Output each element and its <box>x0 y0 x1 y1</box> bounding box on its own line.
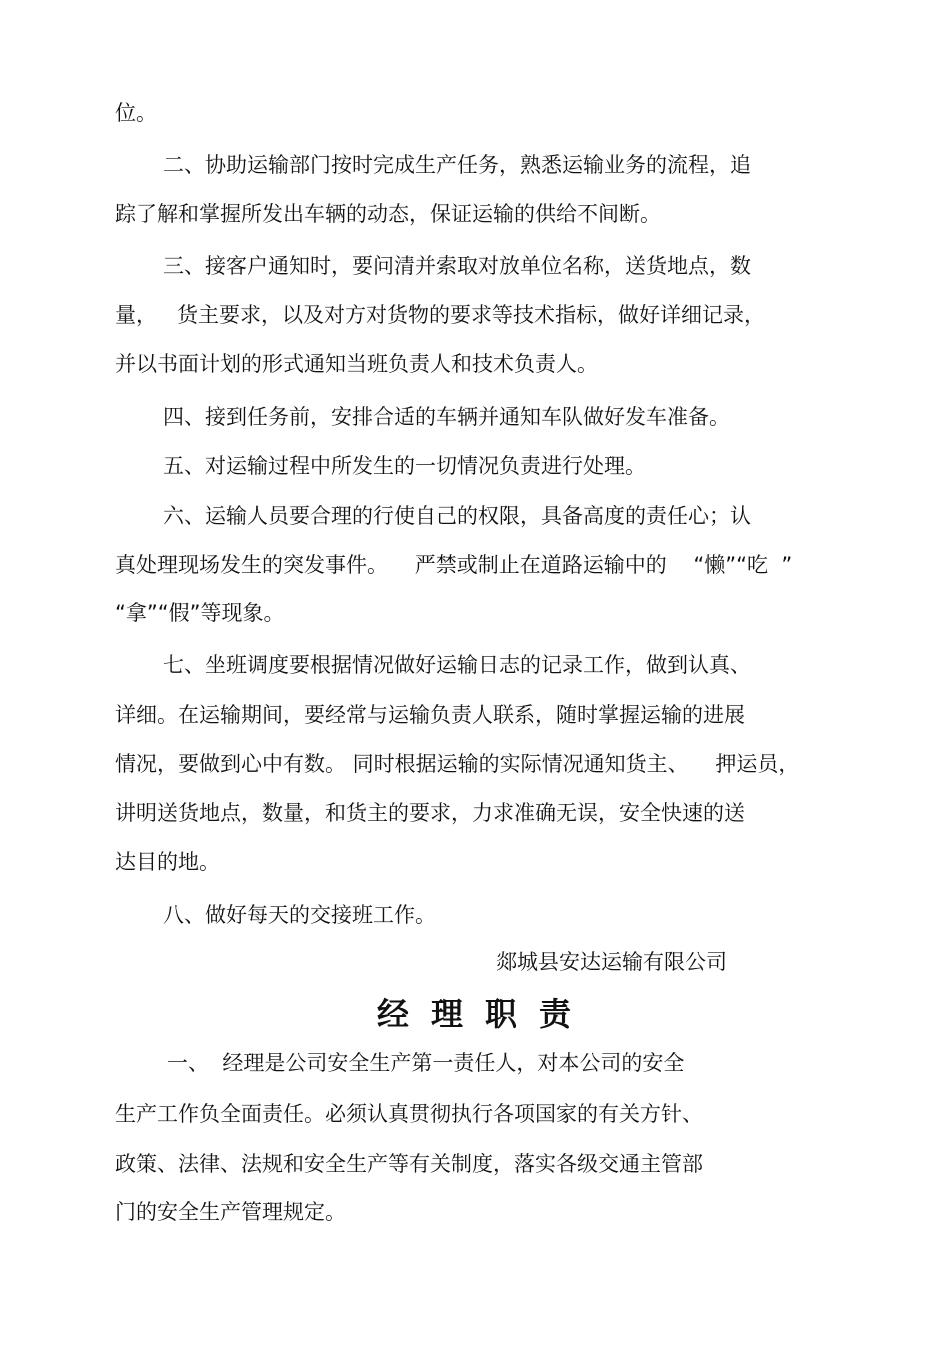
paragraph-line: 达目的地。 <box>115 850 220 874</box>
paragraph-line: 三、接客户通知时，要问清并索取对放单位名称，送货地点，数 <box>163 254 751 278</box>
paragraph-line: 量， 货主要求，以及对方对货物的要求等技术指标，做好详细记录， <box>115 303 766 327</box>
paragraph-line: 二、协助运输部门按时完成生产任务，熟悉运输业务的流程，追 <box>163 153 751 177</box>
paragraph-line: 政策、法律、法规和安全生产等有关制度，落实各级交通主管部 <box>115 1152 703 1176</box>
paragraph-line: 情况，要做到心中有数。 同时根据运输的实际情况通知货主、 押运员， <box>115 752 800 776</box>
paragraph-line: 并以书面计划的形式通知当班负责人和技术负责人。 <box>115 352 598 376</box>
paragraph-line: 门的安全生产管理规定。 <box>115 1200 346 1224</box>
section-title: 经理职责 <box>377 995 594 1033</box>
paragraph-line: 真处理现场发生的突发事件。 严禁或制止在道路运输中的 “懒”“吃 ” <box>115 553 793 577</box>
paragraph-line: 生产工作负全面责任。必须认真贯彻执行各项国家的有关方针、 <box>115 1102 703 1126</box>
paragraph-line: 详细。在运输期间，要经常与运输负责人联系，随时掌握运输的进展 <box>115 703 745 727</box>
paragraph-line: 七、坐班调度要根据情况做好运输日志的记录工作，做到认真、 <box>163 653 751 677</box>
paragraph-line: 踪了解和掌握所发出车辆的动态，保证运输的供给不间断。 <box>115 202 661 226</box>
paragraph-line: 讲明送货地点，数量，和货主的要求，力求准确无误，安全快速的送 <box>115 801 745 825</box>
paragraph-line: 四、接到任务前，安排合适的车辆并通知车队做好发车准备。 <box>163 405 730 429</box>
paragraph-line: 五、对运输过程中所发生的一切情况负责进行处理。 <box>163 454 646 478</box>
paragraph-line: 六、运输人员要合理的行使自己的权限，具备高度的责任心；认 <box>163 504 751 528</box>
company-signature: 郯城县安达运输有限公司 <box>496 950 727 974</box>
paragraph-line: “拿”“假”等现象。 <box>115 601 285 625</box>
paragraph-line: 位。 <box>115 101 157 125</box>
paragraph-line: 八、做好每天的交接班工作。 <box>163 903 436 927</box>
paragraph-line: 一、 经理是公司安全生产第一责任人，对本公司的安全 <box>167 1051 685 1075</box>
